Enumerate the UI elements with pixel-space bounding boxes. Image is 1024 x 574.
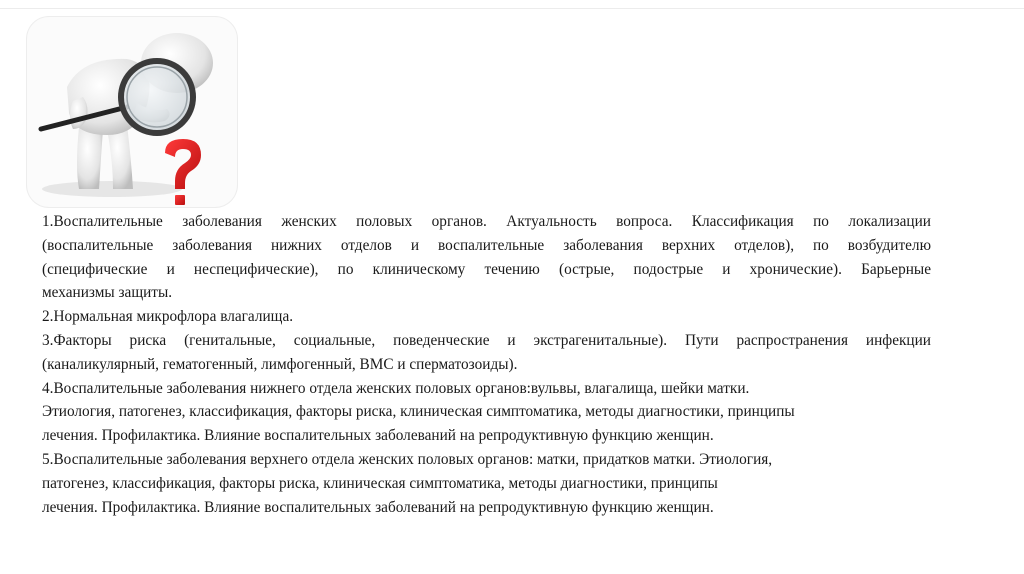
top-border [0,0,1024,9]
text-line-8: 4.Воспалительные заболевания нижнего отдела женских половых органов:вульвы, влагалища, шейки матки. [42,379,750,397]
text-line-13: лечения. Профилактика. Влияние воспалительных заболеваний на репродуктивную функцию женщин. [42,498,714,516]
text-line-9: Этиология, патогенез, классификация, факторы риска, клиническая симптоматика, методы диагностики, принципы [42,403,795,421]
text-line-2: (воспалительные заболевания нижних отделов и воспалительные заболевания верхних отделов), по возбудителю [42,236,931,254]
magnifying-glass-question-icon [27,17,237,207]
text-line-6: 3.Факторы риска (генитальные, социальные, поведенческие и экстрагенитальные). Пути распространения инфекции [42,331,931,349]
document-text [42,210,931,519]
illustration-graphic [27,17,237,207]
text-line-7: (каналикулярный, гематогенный, лимфогенный, ВМС и сперматозоиды). [42,355,518,373]
text-line-3: (специфические и неспецифические), по клиническому течению (острые, подострые и хронические). Барьерные [42,260,931,278]
text-line-10: лечения. Профилактика. Влияние воспалительных заболеваний на репродуктивную функцию женщин. [42,427,714,445]
text-line-1: 1.Воспалительные заболевания женских половых органов. Актуальность вопроса. Классификация по локализации [42,213,931,230]
text-line-5: 2.Нормальная микрофлора влагалища. [42,308,294,326]
text-line-11: 5.Воспалительные заболевания верхнего отдела женских половых органов: матки, придатков матки. Этиология, [42,450,773,468]
text-line-12: патогенез, классификация, факторы риска, клиническая симптоматика, методы диагностики, принципы [42,474,718,492]
text-line-4: механизмы защиты. [42,284,173,302]
